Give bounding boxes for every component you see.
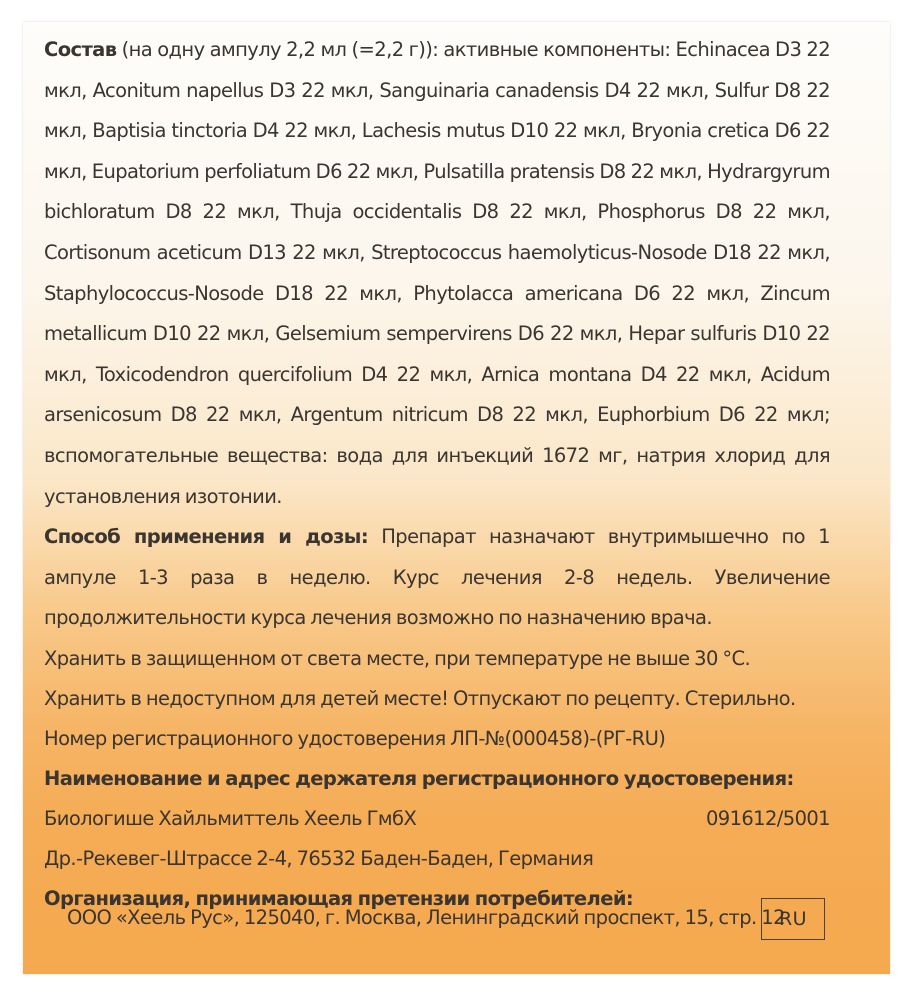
product-code: 091612/5001 bbox=[705, 806, 830, 830]
dosage-paragraph bbox=[44, 517, 830, 639]
composition-text: (на одну ампулу 2,2 мл (=2,2 г)): активные компоненты: Echinacea D3 22 мкл, Aconitum napellus D3 22 мкл, Sanguinaria canadensis D4 22 мкл, Sulfur D8 22 мкл, Baptisia tinctoria D4 22 мкл, Lachesis mutus D10 22 мкл, Bryonia cretica D6 22 мкл, Eupatorium perfoliatum D6 22 мкл, Pulsatilla pratensis D8 22 мкл, Hydrargyrum bichloratum D8 22 мкл, Thuja occidentalis D8 22 мкл, Phosphorus D8 22 мкл, Cortisonum aceticum D13 22 мкл, Streptococcus haemolyticus-Nosode D18 22 мкл, Staphylococcus-Nosode D18 22 мкл, Phytolacca americana D6 22 мкл, Zincum metallicum D10 22 мкл, Gelsemium sempervirens D6 22 мкл, Hepar sulfuris D10 22 мкл, Toxicodendron quercifolium D4 22 мкл, Arnica montana D4 22 мкл, Acidum arsenicosum D8 22 мкл, Argentum nitricum D8 22 мкл, Euphorbium D6 22 мкл; вспомогательные вещества: вода для инъекций 1672 мг, натрия хлорид для установления изотонии. bbox=[44, 38, 830, 508]
storage-children-text: Хранить в недоступном для детей месте! Отпускают по рецепту. Стерильно. bbox=[44, 686, 796, 710]
claims-address: ООО «Хеель Рус», 125040, г. Москва, Ленинградский проспект, 15, стр. 12 bbox=[67, 906, 785, 929]
claims-heading: Организация, принимающая претензии потребителей: bbox=[44, 886, 634, 910]
country-code-badge: RU bbox=[761, 898, 825, 940]
holder-name-row bbox=[44, 799, 830, 839]
holder-address: Др.-Рекевег-Штрассе 2-4, 76532 Баден-Баден, Германия bbox=[44, 846, 594, 870]
composition-heading: Состав bbox=[44, 38, 117, 61]
dosage-text: Препарат назначают внутримышечно по 1 ампуле 1-3 раза в неделю. Курс лечения 2-8 недель. Увеличение продолжительности курса лечения возможно по назначению врача. bbox=[44, 525, 830, 630]
composition-paragraph bbox=[44, 30, 830, 517]
storage-light-text: Хранить в защищенном от света месте, при температуре не выше 30 °С. bbox=[44, 646, 751, 670]
leaflet-text bbox=[44, 30, 830, 919]
holder-name: Биологише Хайльмиттель Хеель ГмбХ bbox=[44, 806, 417, 830]
holder-heading: Наименование и адрес держателя регистрационного удостоверения: bbox=[44, 766, 794, 790]
dosage-heading: Способ применения и дозы: bbox=[44, 525, 369, 549]
registration-number: Номер регистрационного удостоверения ЛП-№(000458)-(РГ-RU) bbox=[44, 726, 666, 750]
